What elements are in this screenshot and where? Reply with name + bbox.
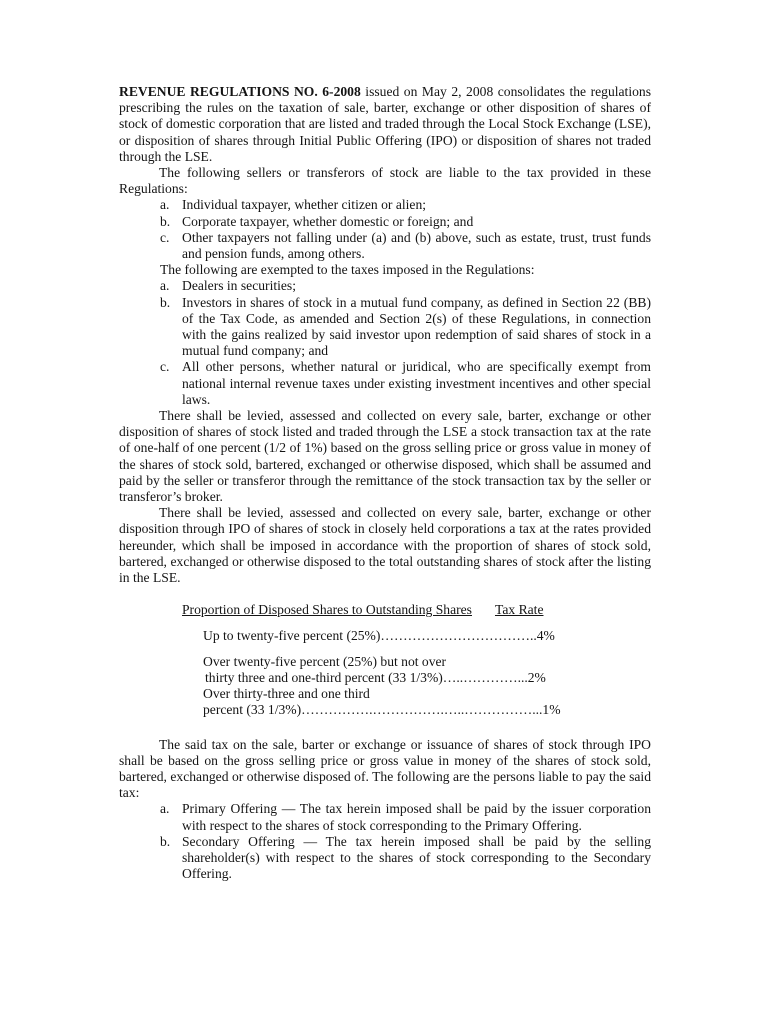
list-item-text: Dealers in securities; bbox=[182, 278, 296, 294]
list-item bbox=[119, 295, 651, 360]
tax-rate-table bbox=[119, 602, 651, 718]
proportion-column-header: Proportion of Disposed Shares to Outstanding Shares bbox=[182, 602, 472, 618]
lse-tax-paragraph: There shall be levied, assessed and collected on every sale, barter, exchange or other disposition of shares of stock listed and traded through the LSE a stock transaction tax at the rate of one-half of one percent (1/2 of 1%) based on the gross selling price or gross value in money of the shares of stock sold, bartered, exchanged or otherwise disposed, which shall be assumed and paid by the seller or transferor through the remittance of the stock transaction tax by the seller or transferor’s broker. bbox=[119, 408, 651, 505]
list-item bbox=[119, 278, 651, 294]
tax-rate-column-header: Tax Rate bbox=[494, 602, 544, 618]
rate-row bbox=[119, 686, 651, 718]
regulation-title: REVENUE REGULATIONS NO. 6-2008 bbox=[119, 84, 361, 99]
rate-row bbox=[119, 628, 651, 644]
document-page bbox=[119, 84, 651, 882]
list-item bbox=[119, 214, 651, 230]
list-marker: b. bbox=[160, 213, 171, 229]
list-item-text: Other taxpayers not falling under (a) and (b) above, such as estate, trust, trust funds and pension funds, among others. bbox=[182, 229, 651, 262]
list-marker: a. bbox=[160, 197, 170, 213]
list-marker: c. bbox=[160, 229, 170, 245]
rate-row bbox=[119, 654, 651, 686]
intro-paragraph bbox=[119, 84, 651, 165]
list-marker: c. bbox=[160, 359, 170, 375]
list-marker: b. bbox=[160, 294, 171, 310]
rate-row-text: Over twenty-five percent (25%) but not over bbox=[203, 653, 447, 669]
list-item-text: Secondary Offering — The tax herein imposed shall be paid by the selling shareholder(s) with respect to the shares of stock corresponding to the Secondary Offering. bbox=[182, 833, 651, 882]
liable-list bbox=[119, 197, 651, 262]
list-item bbox=[119, 359, 651, 408]
list-item bbox=[119, 197, 651, 213]
list-marker: b. bbox=[160, 833, 171, 849]
rate-row-text: Up to twenty-five percent (25%)……………………………..4% bbox=[203, 627, 555, 643]
list-item bbox=[119, 801, 651, 833]
liable-intro: The following sellers or transferors of stock are liable to the tax provided in these Regulations: bbox=[119, 165, 651, 197]
rate-row-text: thirty three and one-third percent (33 1/3%)…..…………...2% bbox=[205, 669, 546, 685]
basis-paragraph: The said tax on the sale, barter or exchange or issuance of shares of stock through IPO shall be based on the gross selling price or gross value in money of the shares of stock sold, bartered, exchanged or otherwise disposed of. The following are the persons liable to pay the said tax: bbox=[119, 736, 651, 801]
list-item bbox=[119, 230, 651, 262]
list-marker: a. bbox=[160, 278, 170, 294]
list-marker: a. bbox=[160, 801, 170, 817]
list-item bbox=[119, 834, 651, 883]
exempt-list bbox=[119, 278, 651, 408]
exempt-intro: The following are exempted to the taxes imposed in the Regulations: bbox=[160, 262, 535, 278]
offering-list bbox=[119, 801, 651, 882]
intro-text: issued on May 2, 2008 consolidates the regulations prescribing the rules on the taxation of sale, barter, exchange or other disposition of shares of stock of domestic corporation that are listed and traded through the Local Stock Exchange (LSE), or disposition of shares through Initial Public Offering (IPO) or disposition of shares not traded through the LSE. bbox=[119, 84, 651, 164]
rate-row-text: Over thirty-three and one third bbox=[203, 686, 370, 702]
list-item-text: Investors in shares of stock in a mutual fund company, as defined in Section 22 (BB) of the Tax Code, as amended and Section 2(s) of these Regulations, in connection with the gains realized by said investor upon redemption of said shares of stock in a mutual fund company; and bbox=[182, 294, 651, 359]
ipo-tax-paragraph: There shall be levied, assessed and collected on every sale, barter, exchange or other disposition through IPO of shares of stock in closely held corporations a tax at the rates provided hereunder, which shall be imposed in accordance with the proportion of shares of stock sold, bartered, exchanged or otherwise disposed to the total outstanding shares of stock after the listing in the LSE. bbox=[119, 505, 651, 586]
list-item-text: Individual taxpayer, whether citizen or alien; bbox=[182, 197, 427, 213]
list-item-text: Corporate taxpayer, whether domestic or foreign; and bbox=[182, 213, 474, 229]
list-item-text: All other persons, whether natural or juridical, who are specifically exempt from national internal revenue taxes under existing investment incentives and other special laws. bbox=[182, 359, 651, 407]
table-header bbox=[119, 602, 651, 618]
list-item-text: Primary Offering — The tax herein imposed shall be paid by the issuer corporation with respect to the shares of stock corresponding to the Primary Offering. bbox=[182, 801, 651, 833]
rate-row-text: percent (33 1/3%)…………….…………….…..……………...1% bbox=[203, 702, 561, 718]
